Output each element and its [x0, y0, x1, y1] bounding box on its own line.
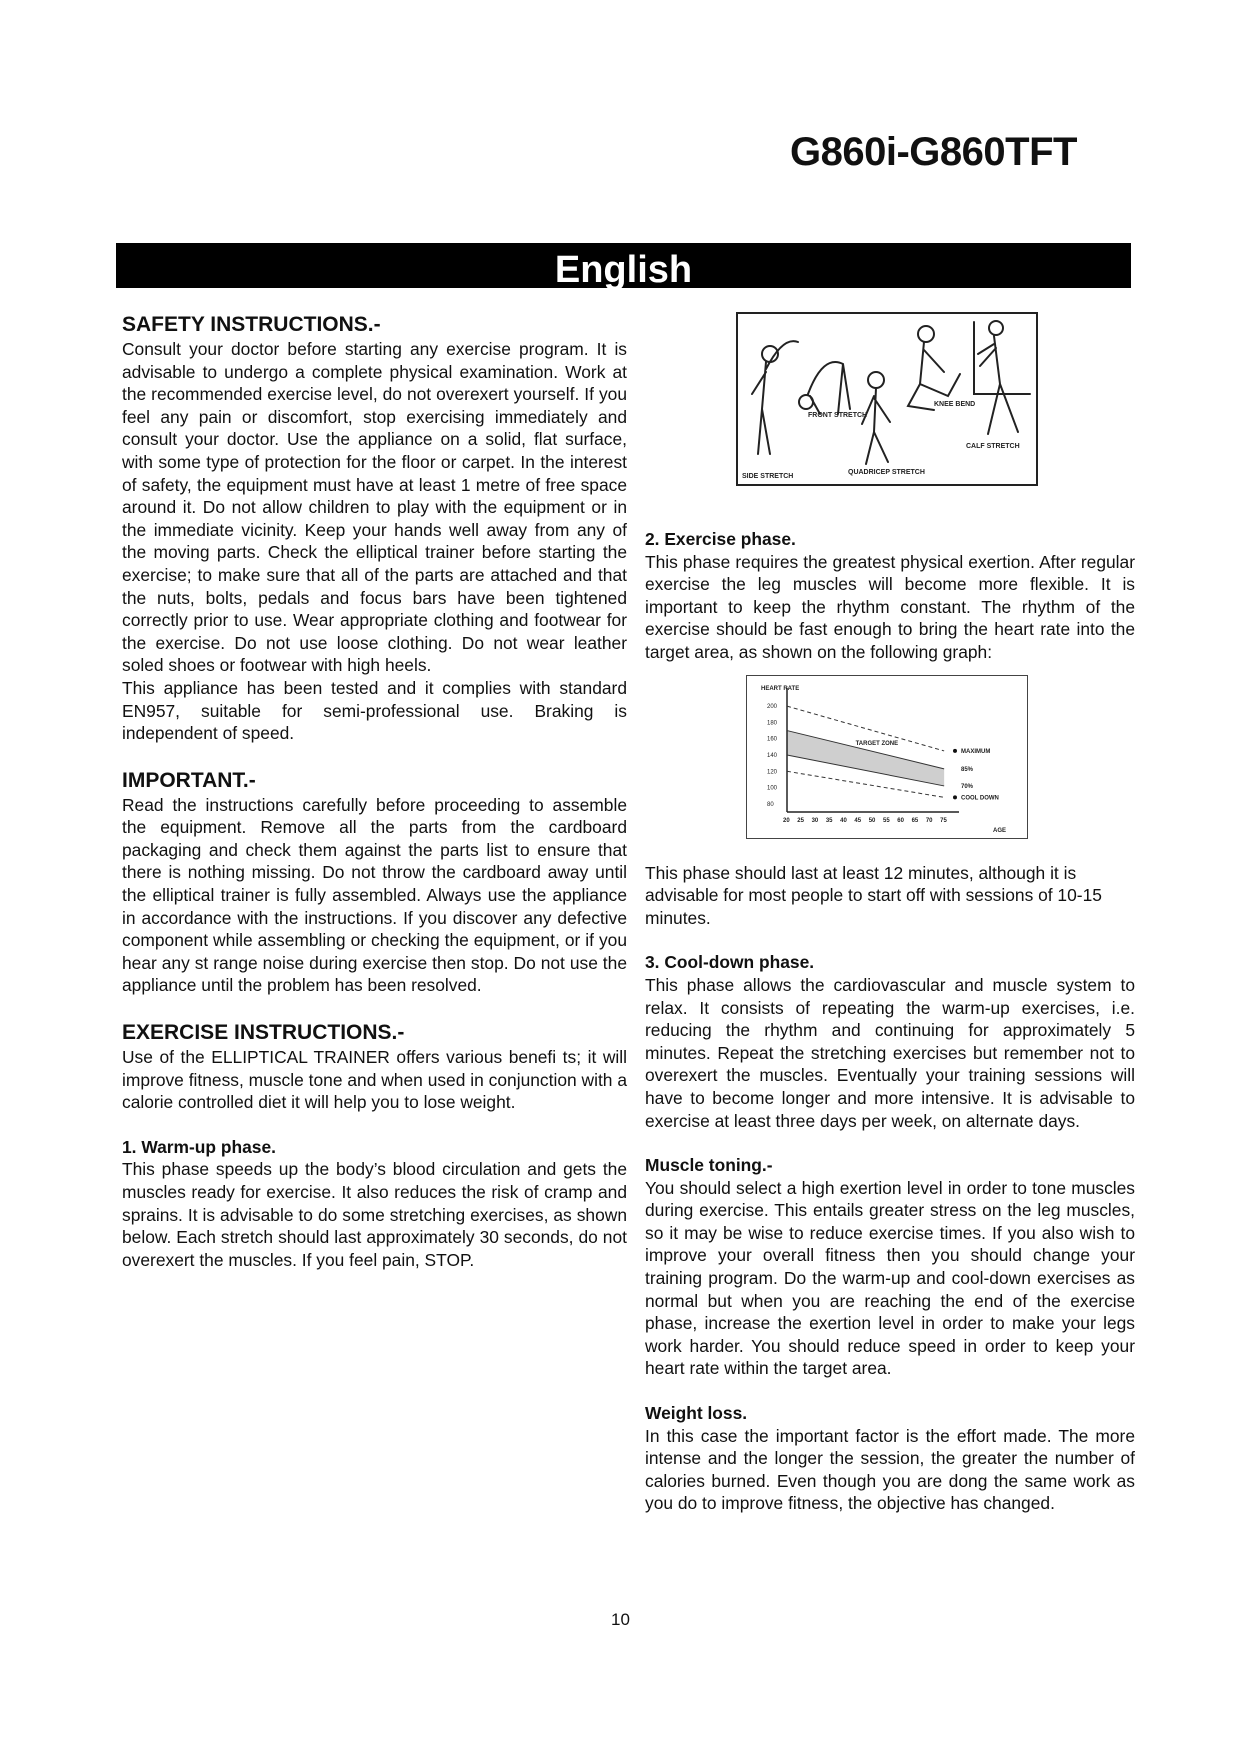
label-quadricep-stretch: QUADRICEP STRETCH [848, 469, 925, 476]
y-tick-label: 200 [767, 704, 778, 711]
series-label: 70% [961, 783, 974, 790]
series-label: 85% [961, 766, 974, 773]
x-tick-label: 30 [811, 818, 819, 824]
y-tick-label: 80 [767, 801, 774, 808]
exercise-heading: EXERCISE INSTRUCTIONS.- [122, 1021, 405, 1045]
x-tick-label: 50 [868, 818, 876, 824]
label-front-stretch: FRONT STRETCH [808, 412, 868, 419]
toning-heading: Muscle toning.- [645, 1155, 773, 1176]
x-tick-label: 70 [925, 818, 933, 824]
cooldown-text: This phase allows the cardiovascular and muscle system to relax. It consists of repeating the warm-up exercises, i.e. reducing the rhythm and continuing for approximately 5 minutes. Repeat the stretching exercises but remember not to overexert the muscles. Eventually your training sessions will have to become longer and more intensive. It is advisable to exercise at least three days per week, on alternate days. [645, 974, 1135, 1131]
stretching-figure [736, 312, 1038, 486]
chart-xlabel: AGE [993, 828, 1007, 834]
safety-heading: SAFETY INSTRUCTIONS.- [122, 313, 381, 336]
series-label: COOL DOWN [961, 795, 999, 802]
language-label: English [554, 249, 693, 291]
toning-text: You should select a high exertion level in order to tone muscles during exercise. This entails greater stress on the leg muscles, so it may be wise to reduce exercise times. If you also wish to improve your overall fitness then you should change your training program. Do the warm-up and cool-down exercises as normal but when you are reaching the end of the exercise phase, increase the exertion level in order to make your legs work harder. You should reduce speed in order to keep your heart rate within the target area. [645, 1177, 1135, 1379]
chart-ylabel: HEART RATE [761, 686, 800, 692]
page-number: 10 [611, 1610, 630, 1629]
warmup-heading: 1. Warm-up phase. [122, 1136, 276, 1157]
exercise-phase-heading: 2. Exercise phase. [645, 529, 796, 549]
y-tick-label: 120 [767, 769, 778, 776]
label-side-stretch: SIDE STRETCH [742, 473, 794, 480]
heart-rate-chart [746, 675, 1028, 839]
important-heading: IMPORTANT.- [122, 768, 256, 792]
stretching-illustration [738, 314, 1036, 484]
important-text: Read the instructions carefully before proceeding to assemble the equipment. Remove all the parts from the cardboard packaging and check them against the parts list to ensure that there is nothing missing. Do not throw the cardboard away until the elliptical trainer is fully assembled. Always use the appliance in accordance with the instructions. If you discover any defective component while assembling or checking the equipment, or if you hear any st range noise during exercise then stop. Do not use the appliance until the problem has been resolved. [122, 794, 627, 996]
exercise-text: Use of the ELLIPTICAL TRAINER offers various benefi ts; it will improve fitness, muscle tone and when used in conjunction with a calorie controlled diet it will help you to lose weight. [122, 1047, 627, 1113]
y-tick-label: 140 [767, 753, 778, 759]
target-zone-label: TARGET ZONE [855, 740, 899, 747]
x-tick-label: 75 [940, 818, 947, 824]
language-banner [116, 243, 1131, 291]
x-tick-label: 40 [840, 818, 847, 824]
y-tick-label: 100 [767, 785, 778, 792]
y-tick-label: 180 [767, 720, 778, 727]
cooldown-heading: 3. Cool-down phase. [645, 952, 815, 973]
exercise-phase-duration-text: This phase should last at least 12 minutes, although it is advisable for most people to start off with sessions of 10-15 minutes. [645, 862, 1102, 928]
heart-rate-chart-svg [747, 676, 1027, 838]
x-tick-label: 25 [797, 818, 804, 824]
safety-text: Consult your doctor before starting any exercise program. It is advisable to undergo a complete physical examination. Work at the recommended exercise level, do not overexert yourself. If you feel any pain or discomfort, stop exercising immediately and consult your doctor. Use the appliance on a solid, flat surface, with some type of protection for the floor or carpet. In the interest of safety, the equipment must have at least 1 metre of free space around it. Do not allow children to play with the equipment or in the immediate vicinity. Keep your hands well away from any of the moving parts. Check the elliptical trainer before starting the exercise; to make sure that all of the parts are attached and that the nuts, bolts, pedals and focus bars have been tightened correctly prior to use. Wear appropriate clothing and footwear for the exercise. Do not use loose clothing. Do not wear leather soled shoes or footwear with high heels. [122, 339, 627, 676]
label-knee-bend: KNEE BEND [934, 401, 976, 408]
weightloss-text: In this case the important factor is the effort made. The more intense and the longer the session, the greater the number of calories burned. Even though you are dong the same work as you do to improve fitness, the objective has changed. [645, 1425, 1135, 1514]
weightloss-heading: Weight loss. [645, 1403, 748, 1424]
safety-text-2: This appliance has been tested and it complies with standard EN957, suitable for semi-professional use. Braking is independent of speed. [122, 677, 627, 744]
x-tick-label: 35 [825, 818, 833, 824]
series-marker [953, 795, 957, 799]
x-tick-label: 45 [854, 818, 862, 824]
exercise-phase-text: This phase requires the greatest physical exertion. After regular exercise the leg muscles will become more flexible. It is important to keep the rhythm constant. The rhythm of the exercise should be fast enough to bring the heart rate into the target area, as shown on the following graph: [645, 551, 1135, 662]
x-tick-label: 20 [783, 818, 790, 824]
x-tick-label: 55 [883, 818, 890, 824]
label-calf-stretch: CALF STRETCH [966, 443, 1020, 450]
y-tick-label: 160 [767, 736, 778, 743]
series-marker [953, 749, 957, 753]
x-tick-label: 60 [897, 818, 904, 824]
x-tick-label: 65 [911, 818, 919, 824]
model-title: G860i-G860TFT [790, 130, 1077, 174]
series-label: MAXIMUM [961, 748, 991, 755]
left-column [122, 312, 627, 1271]
target-zone-area [787, 731, 944, 786]
warmup-text: This phase speeds up the body’s blood circulation and gets the muscles ready for exercise. It also reduces the risk of cramp and sprains. It is advisable to do some stretching exercises, as shown below. Each stretch should last approximately 30 seconds, do not overexert the muscles. If you feel pain, STOP. [122, 1159, 627, 1270]
